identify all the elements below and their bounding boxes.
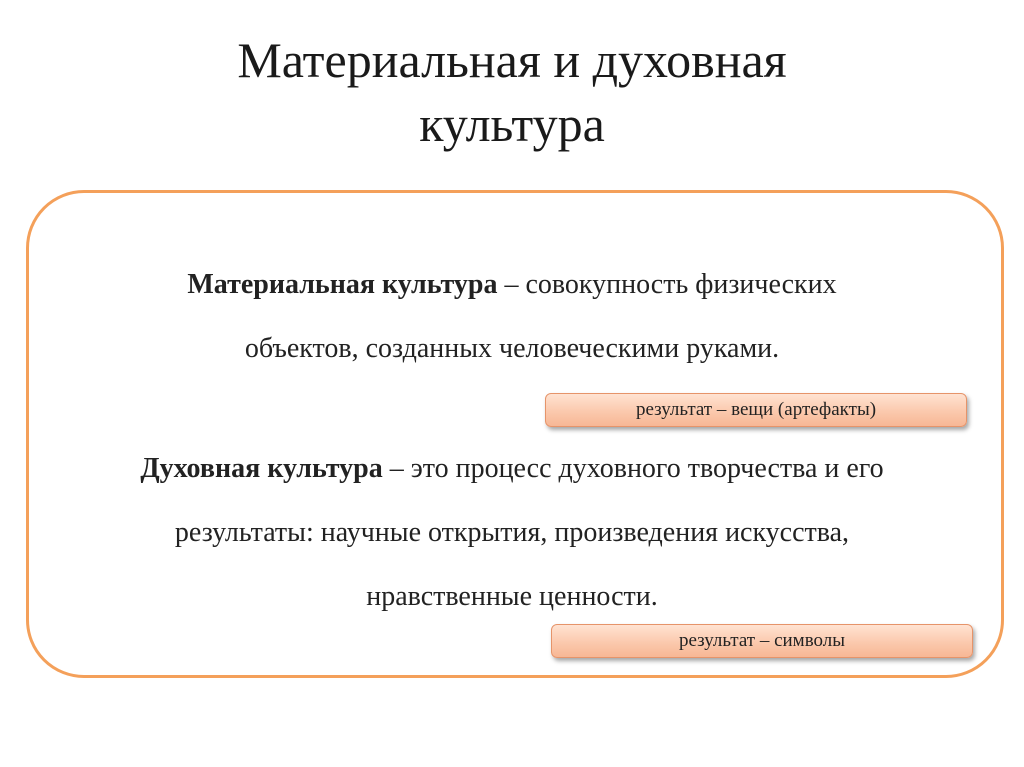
material-result-badge: результат – вещи (артефакты) <box>545 393 967 427</box>
spiritual-culture-definition <box>0 437 1024 629</box>
spiritual-definition-text-1: – это процесс духовного творчества и его <box>382 453 884 484</box>
spiritual-definition-line-3: нравственные ценности. <box>366 581 658 612</box>
spiritual-culture-term: Духовная культура <box>140 453 383 484</box>
slide-title <box>0 28 1024 156</box>
material-culture-definition <box>0 253 1024 381</box>
material-definition-text-1: – совокупность физических <box>497 269 837 300</box>
slide-title-line-1: Материальная и духовная <box>237 32 787 88</box>
spiritual-definition-line-2: результаты: научные открытия, произведения искусства, <box>174 517 850 548</box>
spiritual-result-badge: результат – символы <box>551 624 973 658</box>
slide-title-line-2: культура <box>419 96 605 152</box>
material-definition-line-2: объектов, созданных человеческими руками. <box>244 333 780 364</box>
spiritual-definition-line-1 <box>0 437 1024 501</box>
material-definition-line-1 <box>0 253 1024 317</box>
material-culture-term: Материальная культура <box>187 269 498 300</box>
